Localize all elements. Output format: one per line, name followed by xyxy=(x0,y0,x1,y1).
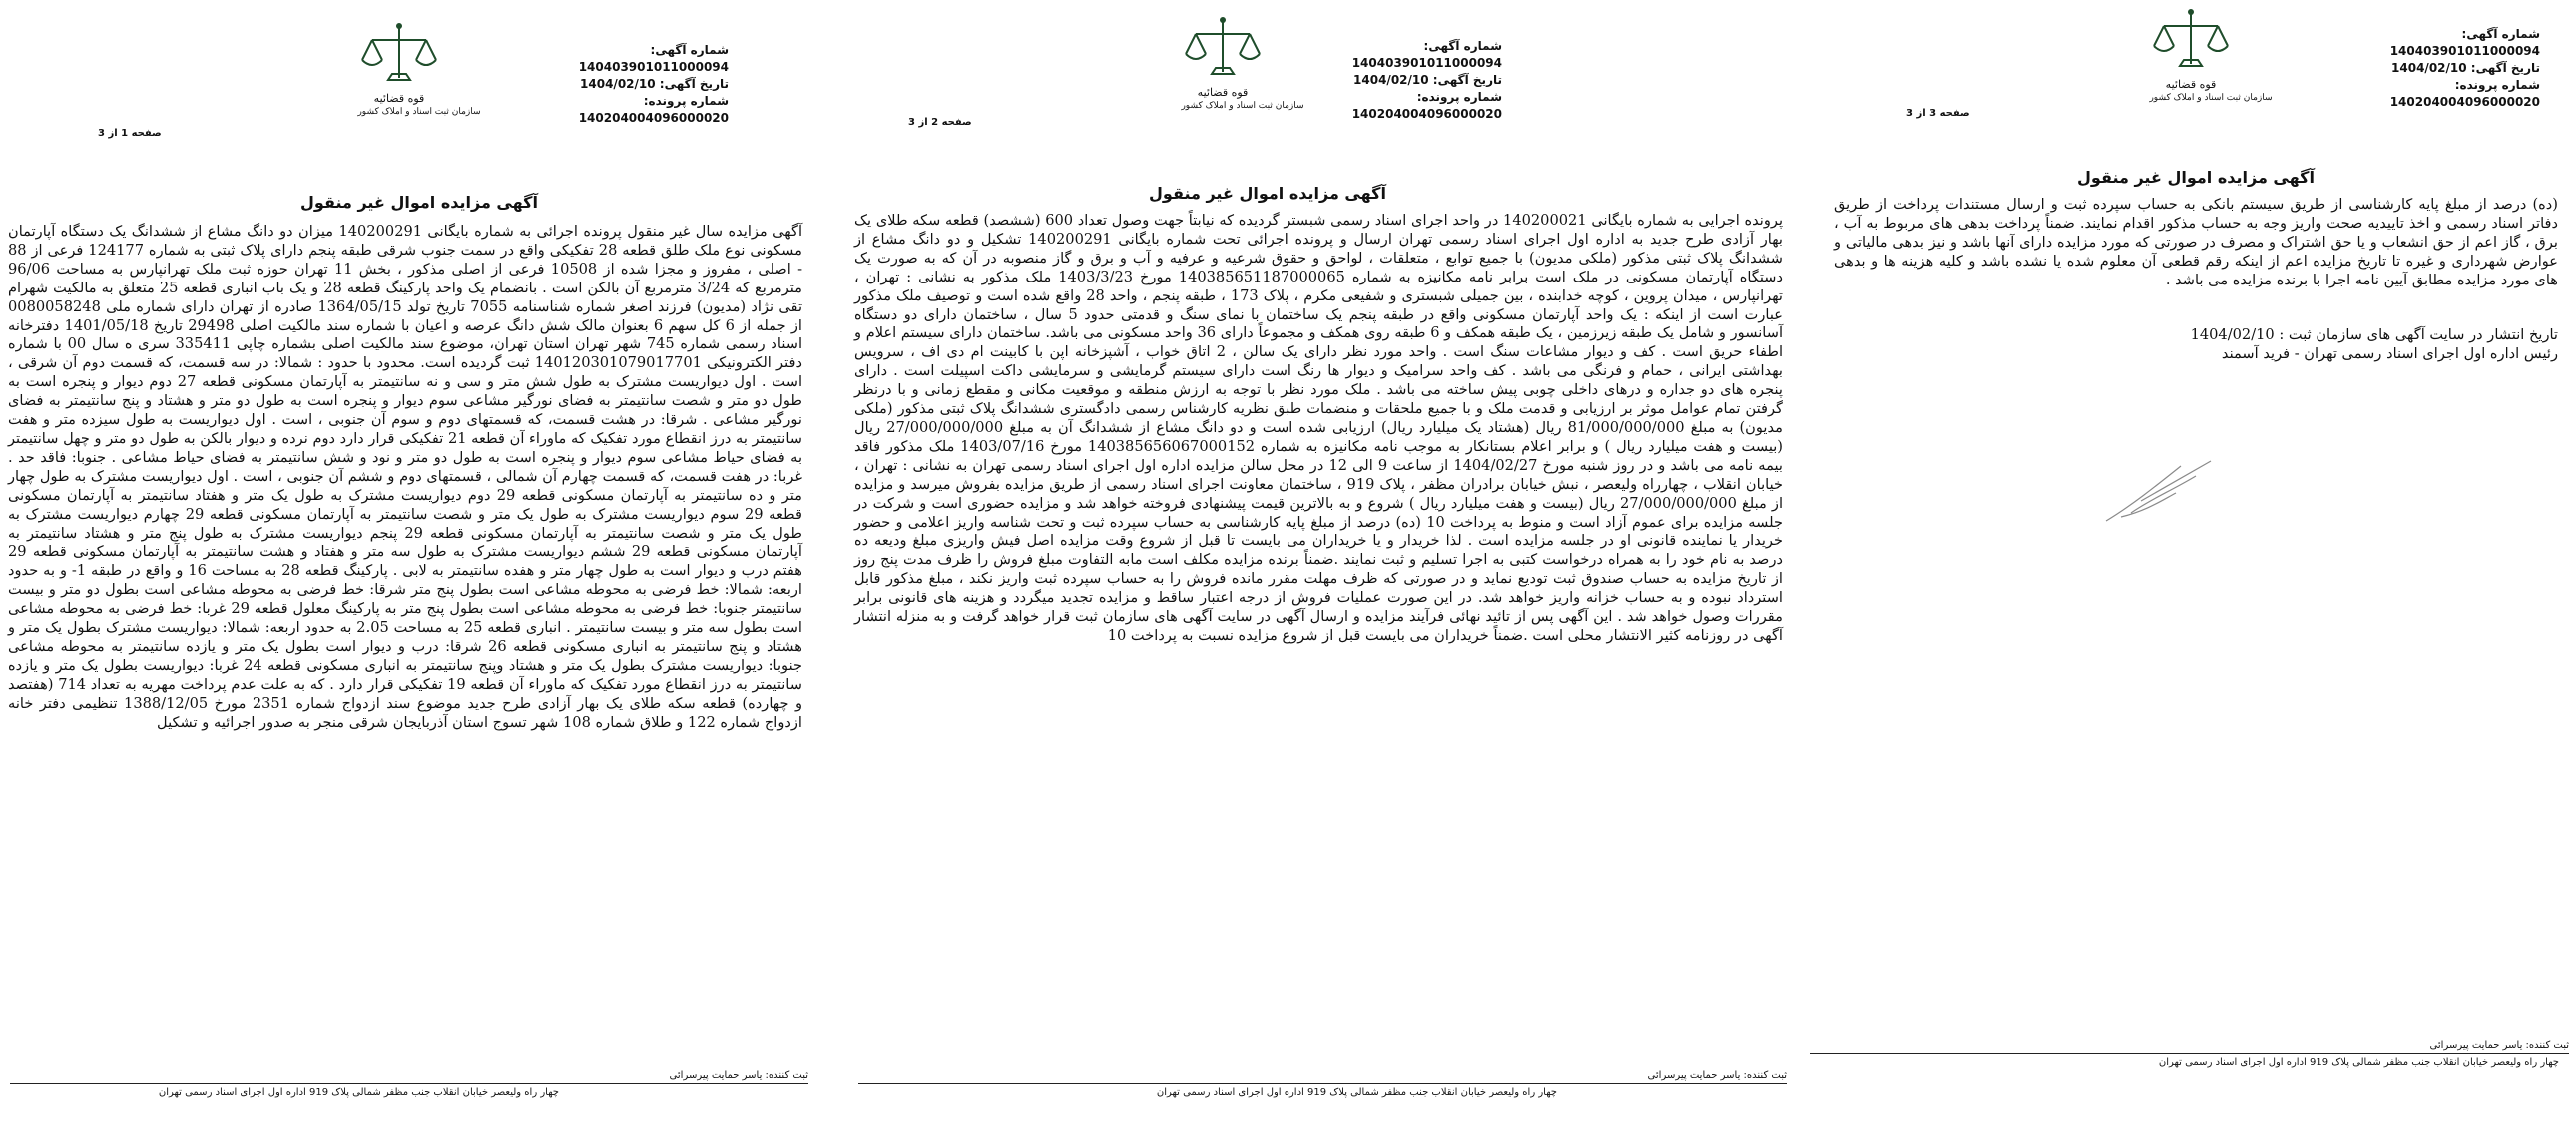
file-number-label: شماره پرونده: xyxy=(2454,78,2540,92)
ad-date-label: تاریخ آگهی: xyxy=(659,77,729,91)
notice-title: آگهی مزایده اموال غیر منقول xyxy=(1149,184,1386,203)
notice-page-1 xyxy=(0,0,848,1127)
header-meta xyxy=(2325,26,2540,111)
scales-of-justice-icon xyxy=(354,20,444,92)
scales-of-justice-icon xyxy=(1178,14,1268,86)
footer-divider xyxy=(1810,1053,2569,1054)
page-footer xyxy=(858,1070,1787,1098)
footer-address: چهار راه ولیعصر خیابان انقلاب جنب مظفر شمالی پلاک 919 اداره اول اجرای اسناد رسمی تهران xyxy=(158,1087,559,1098)
notice-body: آگهی مزایده سال غیر منقول پرونده اجرائی به شماره بایگانی 140200291 میزان دو دانگ مشاع از ششدانگ یک دستگاه آپارتمان مسکونی نوع ملک طلق قطعه 28 تفکیکی واقع در سمت جنوب شرقی طبقه پنجم دارای پلاک ثبتی به شماره 124177 فرعی از 88 - اصلی ، مفروز و مجزا شده از 10508 فرعی از اصلی مذکور ، بخش 11 تهران حوزه ثبت ملک تهرانپارس به مساحت 96/06 مترمربع که 3/24 مترمربع آن بالکن است . بانضمام یک واحد پارکینگ قطعه 28 و یک باب انباری قطعه 25 متعلق به مالکیت شهرام تقی نژاد (مدیون) فرزند اصغر شماره شناسنامه 7055 تاریخ تولد 1364/05/15 صادره از تهران دارای شماره ملی 0080058248 از جمله از 6 کل سهم 6 بعنوان مالک شش دانگ عرصه و اعیان با شماره سند مالکیت اصلی 29498 تاریخ 1401/05/18 دفترخانه اسناد رسمی شماره 745 شهر تهران استان تهران، موضوع سند مالکیت اصلی بشماره چاپی 335411 سری ه سال 00 با شماره دفتر الکترونیکی 140120301079017701 ثبت گردیده است. محدود با حدود : شمالا: در سه قسمت، که قسمت دوم آن شرقی ، است . اول دیواریست مشترک به طول شش متر و سی و نه سانتیمتر به آپارتمان مسکونی قطعه 27 دوم دیوار و پنجره است به طول دو متر و شصت سانتیمتر به فضای نورگیر مشاعی سوم دیوار و پنجره است به طول دو متر و هشتاد و پنج سانتیمتر به فضای نورگیر مشاعی . شرقا: در هشت قسمت، که قسمتهای دوم و سوم آن جنوبی ، است . اول دیواریست به طول سیزده متر و هفت سانتیمتر به درز انقطاع مورد تفکیک که ماوراء آن قطعه 21 تفکیکی قرار دارد دوم نرده و دیوار بالکن به طول دو متر و چهل سانتیمتر به فضای حیاط مشاعی سوم دیوار و پنجره است به طول دو متر و نود و شش سانتیمتر به فضای حیاط مشاعی . جنوبا: فاقد حد . غربا: در هفت قسمت، که قسمت چهارم آن شمالی ، قسمتهای دوم و ششم آن جنوبی ، است . اول دیواریست مشترک به طول چهار متر و ده سانتیمتر به آپارتمان مسکونی قطعه 29 دوم دیواریست مشترک به طول یک متر و هفتاد سانتیمتر به آپارتمان مسکونی قطعه 29 سوم دیواریست مشترک به طول یک متر و شصت سانتیمتر به آپارتمان مسکونی قطعه 29 چهارم دیواریست مشترک به طول یک متر و شصت سانتیمتر به آپارتمان مسکونی قطعه 29 پنجم دیواریست مشترک به طول پنج متر و هشتاد سانتیمتر به آپارتمان مسکونی قطعه 29 ششم دیواریست مشترک به طول سه متر و هفتاد و هشت سانتیمتر به آپارتمان مسکونی قطعه 29 هفتم درب و دیوار است به طول چهار متر و هفده سانتیمتر به لابی . پارکینگ قطعه 28 به مساحت 16 و واقع در طبقه 1- و به حدود اربعه: شمالا: خط فرضی به محوطه مشاعی است بطول پنج متر شرقا: خط فرضی به محوطه مشاعی است بطول دو متر و بیست سانتیمتر جنوبا: خط فرضی به محوطه مشاعی است بطول پنج متر به پارکینگ معلول قطعه 29 غربا: خط فرضی به محوطه مشاعی است بطول سه متر و بیست سانتیمتر . انباری قطعه 25 به مساحت 2.05 به حدود اربعه: شمالا: دیواریست مشترک بطول یک متر و هشتاد و پنج سانتیمتر به انباری مسکونی قطعه 26 شرقا: درب و دیوار است بطول یک متر و یازده سانتیمتر به محوطه مشاعی جنوبا: دیواریست مشترک بطول یک متر و هشتاد وپنج سانتیمتر به انباری مسکونی قطعه 24 غربا: دیواریست بطول یک متر و یازده سانتیمتر به درز انقطاع مورد تفکیک که ماوراء آن قطعه 19 تفکیکی قرار دارد . که به علت عدم پرداخت مهریه به تعداد 714 (هفتصد و چهارده) قطعه سکه طلای یک بهار آزادی طرح جدید موضوع سند ازدواج شماره 2351 مورخ 1388/12/05 تنظیمی دفتر خانه ازدواج شماره 122 و طلاق شماره 108 شهر تسوج استان آذربایجان شرقی منجر به صدور اجرائیه و تشکیل xyxy=(8,223,803,731)
page-footer xyxy=(1810,1040,2569,1068)
header-meta xyxy=(1288,38,1502,123)
file-number-label: شماره پرونده: xyxy=(643,94,729,108)
judiciary-emblem xyxy=(1178,14,1304,124)
notice-page-3 xyxy=(1806,0,2576,1127)
notice-body: (ده) درصد از مبلغ پایه کارشناسی از طریق سیستم بانکی به حساب سپرده ثبت و ارسال مستندات پرداخت از طریق دفاتر اسناد رسمی و اخذ تاییدیه صحت واریز وجه به حساب مذکور اقدام نمایند. ضمناً پرداخت بدهی های مربوط به آب ، برق ، گاز اعم از حق انشعاب و یا حق اشتراک و مصرف در صورتی که مورد مزایده دارای آنها باشد و نیز بدهی مالیاتی و عوارض شهرداری و غیره تا تاریخ مزایده اعم از اینکه رقم قطعی آن معلوم شده یا نشده باشد و کلیه هزینه ها و بدهی های مورد مزایده مطابق آیین نامه اجرا با برنده مزایده می باشد . xyxy=(1834,196,2558,288)
registrar-label: ثبت کننده: xyxy=(1743,1070,1787,1081)
footer-divider xyxy=(858,1083,1787,1084)
ad-number: 140403901011000094 xyxy=(2389,44,2540,58)
signatory-line: رئیس اداره اول اجرای اسناد رسمی تهران - فرید آسمند xyxy=(2221,345,2558,362)
header-meta xyxy=(519,42,729,127)
footer-divider xyxy=(10,1083,808,1084)
page-footer xyxy=(10,1070,808,1098)
page-number: صفحه 3 از 3 xyxy=(1906,108,1970,119)
ad-date: 1404/02/10 xyxy=(1353,73,1429,87)
registrar-name: یاسر حمایت پیرسرائی xyxy=(2429,1040,2523,1051)
ad-date: 1404/02/10 xyxy=(2391,61,2467,75)
file-number: 140204004096000020 xyxy=(1351,107,1502,121)
file-number-label: شماره پرونده: xyxy=(1416,90,1502,104)
ad-date-label: تاریخ آگهی: xyxy=(1432,73,1502,87)
page-number: صفحه 2 از 3 xyxy=(908,117,972,128)
emblem-caption: قوه قضائیه xyxy=(373,92,425,105)
registrar-name: یاسر حمایت پیرسرائی xyxy=(1647,1070,1741,1081)
file-number: 140204004096000020 xyxy=(578,111,729,125)
notice-title: آگهی مزایده اموال غیر منقول xyxy=(2077,168,2315,187)
handwritten-signature xyxy=(2101,451,2221,531)
ad-date-label: تاریخ آگهی: xyxy=(2470,61,2540,75)
ad-number-label: شماره آگهی: xyxy=(650,43,729,57)
emblem-subcaption: سازمان ثبت اسناد و املاک کشور xyxy=(1181,101,1304,111)
footer-address: چهار راه ولیعصر خیابان انقلاب جنب مظفر شمالی پلاک 919 اداره اول اجرای اسناد رسمی تهران xyxy=(2158,1057,2559,1068)
footer-address: چهار راه ولیعصر خیابان انقلاب جنب مظفر شمالی پلاک 919 اداره اول اجرای اسناد رسمی تهران xyxy=(1156,1087,1557,1098)
registrar-name: یاسر حمایت پیرسرائی xyxy=(669,1070,763,1081)
emblem-caption: قوه قضائیه xyxy=(1197,86,1249,99)
notice-body: پرونده اجرایی به شماره بایگانی 140200021 در واحد اجرای اسناد رسمی شبستر گردیده که نیابتاً جهت وصول تعداد 600 (ششصد) قطعه سکه طلای یک بهار آزادی طرح جدید به اداره اول اجرای اسناد رسمی تهران ارسال و پرونده اجرائی تحت شماره بایگانی 140200291 تشکیل و دو دانگ مشاع از ششدانگ پلاک ثبتی مذکور (ملکی مدیون) با جمیع توابع ، متعلقات ، لواحق و حقوق شرعیه و عرفیه و آب و برق و گاز منصوبه در آن که به صورت یک دستگاه آپارتمان مسکونی در ملک است برابر نامه مکانیزه به شماره 140385651187000065 مورخ 1403/3/23 ملک مذکور به نشانی : تهران ، تهرانپارس ، میدان پروین ، کوچه خدابنده ، بین جمیلی شبستری و شفیعی مکرم ، پلاک 173 ، طبقه پنجم ، واحد 28 واقع شده است و توصیف ملک مذکور عبارت است از اینکه : یک واحد آپارتمان مسکونی واقع در طبقه پنجم یک ساختمان با نمای سنگ و قدمتی حدود 5 سال ، ساختمان دارای دو دستگاه آسانسور و شامل یک طبقه زیرزمین ، یک طبقه همکف و 6 طبقه روی همکف و مجموعاً دارای 36 واحد مسکونی می باشد. ساختمان دارای سیستم اعلام و اطفاء حریق است . کف و دیوار مشاعات سنگ است . واحد مورد نظر دارای یک سالن ، 2 اتاق خواب ، آشپزخانه اپن با کابینت ام دی اف ، سرویس بهداشتی ایرانی ، حمام و فرنگی می باشد . کف واحد سرامیک و دیوار ها رنگ است دارای سیستم گرمایشی و سرمایشی داکت اسپیلت است . دارای پنجره های دو جداره و درهای داخلی چوبی پیش ساخته می باشد . ملک مورد نظر با توجه به ارزش منطقه و موقعیت مکانی و مقطع زمانی و با درنظر گرفتن تمام عوامل موثر بر ارزیابی و قدمت ملک و با جمیع ملحقات و منضمات طبق نظریه کارشناس رسمی دادگستری ششدانگ پلاک ثبتی مذکور (ملکی مدیون) به مبلغ 81/000/000/000 ریال (هشتاد یک میلیارد ریال) ارزیابی شده است و دو دانگ مشاع از ششدانگ آن به مبلغ 27/000/000/000 ریال (بیست و هفت میلیارد ریال ) و برابر اعلام بستانکار به موجب نامه مکانیزه به شماره 140385656067000152 مورخ 1403/07/16 ملک مذکور فاقد بیمه نامه می باشد و در روز شنبه مورخ 1404/02/27 از ساعت 9 الی 12 در محل سالن مزایده اداره اول اجرای اسناد رسمی تهران به نشانی : تهران ، خیابان انقلاب ، چهارراه ولیعصر ، نبش خیابان برادران مظفر ، پلاک 919 ، ساختمان معاونت اجرای اسناد رسمی از طریق مزایده بفروش میرسد و مزایده از مبلغ 27/000/000/000 ریال (بیست و هفت میلیارد ریال ) شروع و به بالاترین قیمت پیشنهادی فروخته خواهد شد و مزایده حضوری است و شرکت در جلسه مزایده برای عموم آزاد است و منوط به پرداخت 10 (ده) درصد از مبلغ پایه کارشناسی به حساب سپرده ثبت و تحت شناسه واریز اعلامی و حضور خریدار یا نماینده قانونی او در جلسه مزایده است . لذا خریدار و یا خریداران می بایست تا قبل از شروع وقت مزایده اصل فیش واریزی مبلغ ودیعه ده درصد به نام خود را به همراه درخواست کتبی به اجرا تسلیم و ثبت نمایند .ضمناً برنده مزایده مکلف است مابه التفاوت مبلغ فروش را ظرف مدت پنج روز از تاریخ مزایده به حساب صندوق ثبت تودیع نماید و در صورتی که ظرف مهلت مقرر مانده فروش را به حساب سپرده ثبت واریز نکند ، مبلغ مذکور قابل استرداد نبوده و به حساب خزانه واریز خواهد شد. در این صورت عملیات فروش از درجه اعتبار ساقط و مزایده تجدید میگردد و هزینه های قانونی برابر مقررات وصول خواهد شد . این آگهی پس از تائید نهائی فرآیند مزایده و ارسال آگهی در سایت آگهی های سازمان ثبت قرار خواهد گرفت و به منزله انتشار آگهی در روزنامه کثیر الانتشار محلی است .ضمناً خریداران می بایست قبل از شروع مزایده نسبت به پرداخت 10 xyxy=(854,212,1784,644)
ad-number-label: شماره آگهی: xyxy=(2461,27,2540,41)
file-number: 140204004096000020 xyxy=(2389,95,2540,109)
emblem-caption: قوه قضائیه xyxy=(2165,78,2217,91)
scales-of-justice-icon xyxy=(2146,6,2236,78)
page-number: صفحه 1 از 3 xyxy=(98,128,162,139)
judiciary-emblem xyxy=(354,20,481,130)
ad-date: 1404/02/10 xyxy=(580,77,656,91)
ad-number-label: شماره آگهی: xyxy=(1423,39,1502,53)
ad-number: 140403901011000094 xyxy=(1351,56,1502,70)
notice-title: آگهی مزایده اموال غیر منقول xyxy=(300,193,538,212)
emblem-subcaption: سازمان ثبت اسناد و املاک کشور xyxy=(2149,93,2273,103)
ad-number: 140403901011000094 xyxy=(578,60,729,74)
judiciary-emblem xyxy=(2146,6,2273,116)
registrar-label: ثبت کننده: xyxy=(2525,1040,2569,1051)
publish-date-line: تاریخ انتشار در سایت آگهی های سازمان ثبت : 1404/02/10 xyxy=(2190,326,2558,343)
notice-page-2 xyxy=(848,0,1806,1127)
emblem-subcaption: سازمان ثبت اسناد و املاک کشور xyxy=(357,107,481,117)
registrar-label: ثبت کننده: xyxy=(765,1070,808,1081)
